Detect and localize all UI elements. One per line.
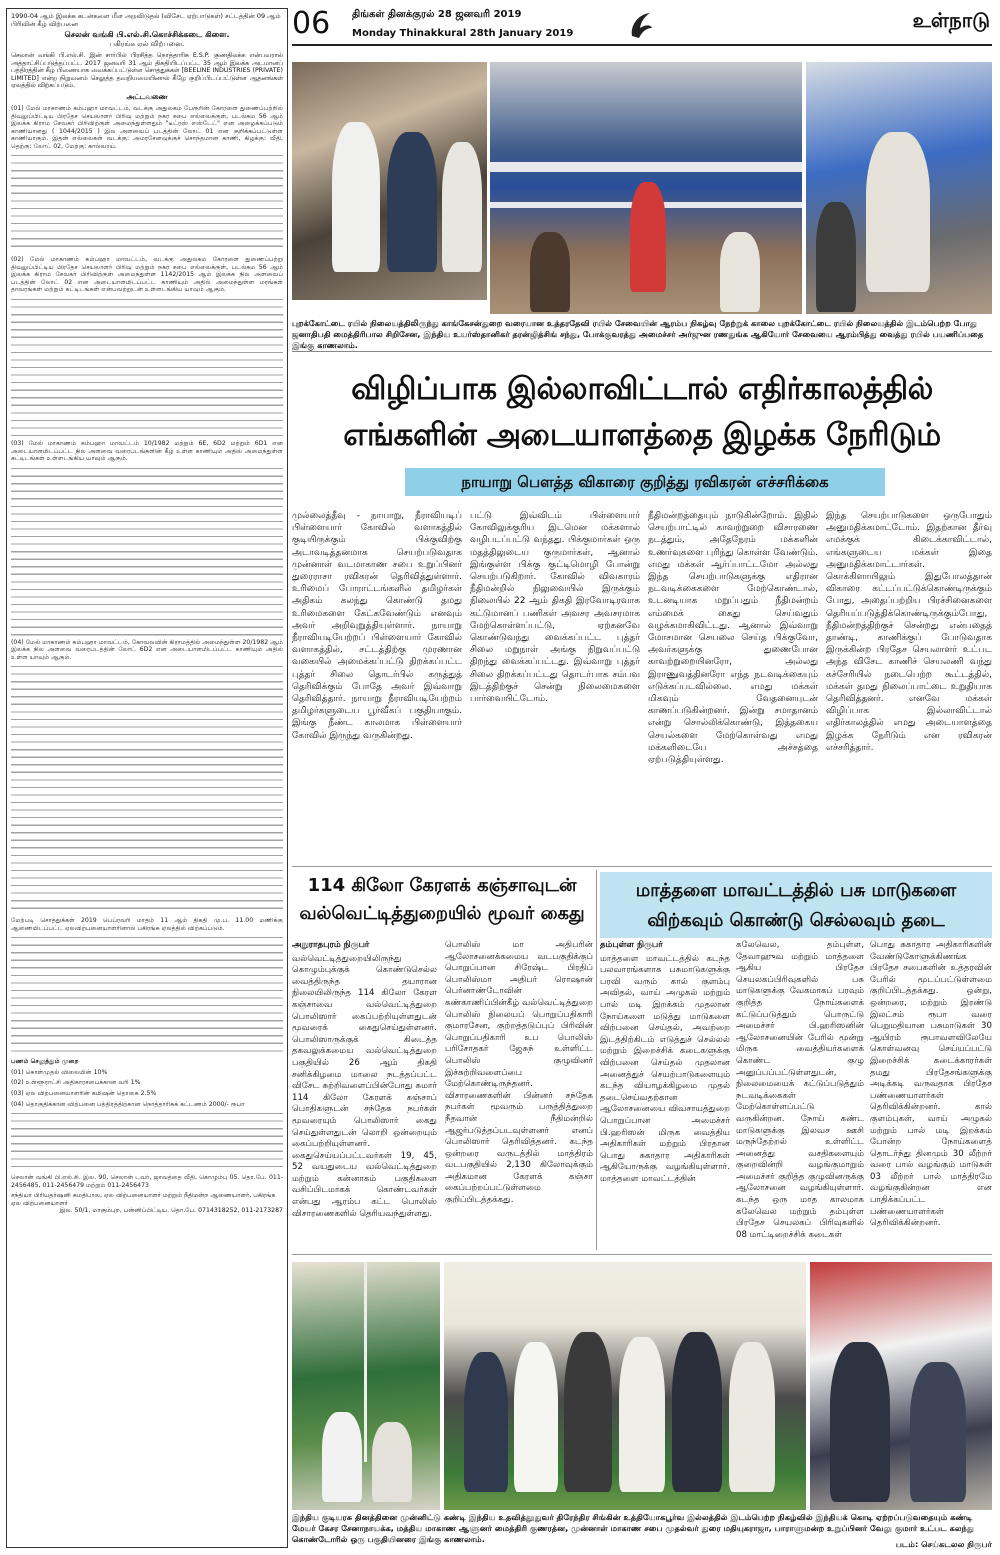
legal-text-block — [11, 664, 283, 914]
story3-column: கலேவெல, தம்புள்ள, தேவாஹுவ மற்றும் மாத்தளை ஆகிய பிரதேச செயலகப்பிரிவுகளில் பசு மாடுகளுக்கு வேகமாகப் பரவும் குறித்த நோய்களைக் கட்டுப்படுத்தும் பொருட்டு அமைச்சர் பி.ஹரிஸனின் ஆலோசனையின் பேரில் மூன்று மிருக வைத்தியர்களைக் கொண்ட குழு அனுப்பப்பட்டுள்ளதுடன், நிலைமையைக் கட்டுப்படுத்தும் நடவடிக்கைகள் மேற்கொள்ளப்பட்டு வருகின்றன. நோய் கண்ட மாடுகளுக்கு இலவச ஊசி மருந்தேற்றல் உள்ளிட்ட அனைத்து வசதிகளையும் குறைவின்றி வழங்குமாறும் அமைச்சர் குறித்த குழுவினருக்கு ஆலோசனை வழங்கியுள்ளார். கடந்த ஒரு மாத காலமாக கலேவெல மற்றும் தம்புள்ள பிரதேச செயலகப் பிரிவுகளில் 08 மாட்டிறைச்சிக் கடைகள் — [736, 940, 864, 1240]
legal-text-block — [11, 466, 283, 636]
legal-paragraph: (04) மேல் மாகாணம் கம்பஹா மாவட்டம், கோவலவின் கிராமத்தில் அமைந்துள்ள 20/1982 ஆம் இலக்க நில அளவை வரைபடத்தின் லோட் 6D2 என அடையாளமிடப்பட்ட காணியும் அதில் உள்ள யாவும் ஆகும். — [11, 638, 283, 661]
photo-train-passengers — [490, 62, 802, 314]
date-english: Monday Thinakkural 28th January 2019 — [352, 28, 574, 39]
legal-text-block — [11, 153, 283, 253]
section-title: உள்நாடு — [912, 8, 990, 32]
photo-train-launch-officials — [292, 62, 487, 300]
newspaper-logo-icon — [624, 8, 658, 42]
legal-footer — [11, 1192, 283, 1215]
story2-column — [292, 940, 437, 1245]
section-divider — [292, 866, 992, 867]
date-tamil: திங்கள் தினக்குரல் 28 ஜனவரி 2019 — [352, 9, 522, 20]
photo-credit: படம்: செய்கடலல நிருபர் — [892, 1539, 992, 1550]
story2-headline: 114 கிலோ கேரளக் கஞ்சாவுடன் வல்வெட்டித்துறையில் மூவர் கைது — [299, 875, 585, 924]
story2-column: பொலிஸ் மா அதிபரின் ஆலோசனைக்கமைய வடபகுதிக்குப் பொறுப்பான சிரேஷ்ட பிரதிப் பொலிஸ்மா அதிபர் ரொஷான் பெர்னாண்டோவின் கண்காணிப்பின்கீழ் வல்வெட்டித்துறை பொலிஸ் நிலையப் பொறுப்பதிகாரி குமாரசேன, குற்றத்தடுப்புப் பிரிவின் பொறுப்பதிகாரி உப பொலிஸ் பரிசோதகர் ஜேசுந் உள்ளிட்ட பொலிஸ் குழுவினர் இச்சுற்றிவளைப்பை மேற்கொண்டிருந்தனர். விசாரணைகளின் பின்னர் சந்தேக நபர்கள் மூவரும் பருத்தித்துறை நீதவான் நீதிமன்றில் ஆஜர்படுத்தப்படவுள்ளனர் எனப் பொலிஸார் தெரிவித்தனர். கடந்த ஒன்றரை வருடத்தில் மாத்திரம் வடபகுதியில் 2,130 கிலோவுக்கும் அதிகமான கேரளக் கஞ்சா கைப்பற்றப்பட்டுள்ளமை குறிப்பிடத்தக்கது. — [445, 940, 593, 1206]
section-divider — [292, 1254, 992, 1255]
bottom-photo-caption — [292, 1512, 992, 1552]
legal-paragraph: (02) மேல் மாகாணம் கம்பஹா மாவட்டம், வடக்கு அதுலகம கோரளை துணைப்பற்று திவுலுப்பிட்டிய பிரதேச செயலாளர் பிரிவு மற்றும் நகர சபை எல்லைக்குள், படல்கம 56 ஆம் இலக்க கிராம சேவகர் பிரிவிற்குள் அமைந்துள்ள 1142/2015 ஆம் இலக்க நில அளவைப் படத்தின் லோட் 02 என அடையாளமிடப்பட்ட காணியும் அதில் அமைந்துள்ள மரங்கள் தாவரங்கள் மற்றும் கட்டிடங்கள் என்பவற்றுடன் உள்ளடங்கிய யாவும் ஆகும். — [11, 256, 283, 294]
payments-title: பணம் செலுத்தும் முறை — [11, 1058, 79, 1066]
legal-auction-note: மேற்படி சொத்துக்கள் 2019 பெப்ரவரி மாதம் 11 ஆம் திகதி மு.ப. 11.00 மணிக்கு ஆணையிடப்பட்ட ஏலவிற்பனையாளரினால் பகிரங்க ஏலத்தில் விற்கப்படும். — [11, 917, 283, 932]
article-column: நீதிமன்றத்தையும் நாடுகின்றோம். இதில் செயற்பாட்டில் காவற்றுறை விசாரணை நடத்தும், அதேநேரம் மக்களின் உணர்வுகளை புரிந்து கொள்ள வேண்டும். எமது மக்கள் ஆர்ப்பாட்டமோ அல்லது இந்த செயற்பாடுகளுக்கு எதிரான நடவடிக்கைகளை மேற்கொண்டால், உடனடியாக மறுப்பதும் நீதிமன்றம் எம்மைக் கைது செய்வதும் வழக்கமாகிவிட்டது. ஆனால் இவ்வாறு மோசமான செயலை செய்த பிக்குவோ, அவர்களுக்கு துணைபோன காவற்றுறையினரோ, அல்லது இராணுவத்தினரோ எந்த நடவடிக்கையும் எடுக்கப்படவில்லை. எமது மக்கள் மிகவும் வேதனையுடன் காணப்படுகின்றனர். இன்று சமாதானம் என்று சொல்லிக்கொண்டு, இத்தகைய செயல்களை மேற்கொள்வது எமது மக்களிடையே அச்சத்தை ஏற்படுத்தியுள்ளது. — [648, 511, 818, 766]
legal-title: செலன் வங்கி பி.எல்.சி.கொச்சிக்கடை கிளை. — [64, 30, 230, 39]
legal-paragraph: (03) மேல் மாகாணம் கம்பஹா மாவட்டம் 10/1982 மற்றும் 6E, 6D2 மற்றும் 6D1 என அடையாளமிடப்பட்ட நில அளவை வரைபடங்களின் கீழ் உள்ள காணியும் அதில் அமைந்துள்ள கட்டிடங்கள் உள்ளடங்கிய யாவும் ஆகும். — [11, 439, 283, 463]
legal-paragraph: (01) மேல் மாகாணம் கம்பஹா மாவட்டம், வடக்கு அதுலகம பேரூரின் கோரளை துணைப்பற்றில் திவுலுப்பிட்டிய பிரதேச செயலாளர் பிரிவு மற்றும் நகர சபை எல்லைக்குள், படல்கம 56 ஆம் இலக்க கிராம சேவகர் பிரிவிற்குள் அமைந்துள்ளதும் "டீட்ரஸ் எஸ்டேட்" என அழைக்கப்படும் காணியானது ( 1044/2015 ) இல அளவைப் படத்தின் லோட் 01 என குறிக்கப்பட்டுள்ள காணியாகும். இதன் எல்லைகள் வடக்கு: அமரசேனவுக்குச் சொந்தமான காணி, கிழக்கு: வீதி, தெற்கு: லோட் 02, மேற்கு: கால்வாய். — [11, 104, 283, 150]
bottom-caption-text: இந்திய குடியரசு தினத்தினை முன்னிட்டு கண்டி இந்திய உதவித்தூதுவர் திரேந்திர சிங்கின் உத்தியோகபூர்வ இல்லத்தில் இடம்பெற்ற நிகழ்வில் இந்தியக் கொடி ஏற்றப்படுவதையும் கண்டி மேயர் கேசர சேனாநாயக்க, மத்திய மாகாண ஆளுனர் மைத்திரி குணரத்ன, முன்னாள் மாகாண சபை முதல்வர் துரை மதியுகராஜா, பாராளுமன்ற உறுப்பினர் வேலு குமார் உட்பட கலந்து கொண்டோரில் ஒரு பகுதியினரை இங்கு காணலாம். — [292, 1512, 974, 1545]
headline-line-2: எங்களின் அடையாளத்தை இழக்க நேரிடும் — [343, 417, 941, 453]
payment-item: (02) உள்ளூராட்சி அதிகாரசபைக்கான வரி 1% — [11, 1079, 141, 1087]
story3-headline: மாத்தளை மாவட்டத்தில் பசு மாடுகளை விற்கவும் கொண்டு செல்லவும் தடை — [600, 872, 992, 938]
legal-body — [11, 105, 283, 1189]
photo-dignitaries-group — [444, 1262, 806, 1510]
article-column: இந்த செயற்பாடுகளை ஒருபோதும் அனுமதிக்கமாட்டோம். இதற்கான தீர்வு எமக்குக் கிடைக்காவிட்டால், எங்களுடைய மக்கள் இதை அனுமதிக்கமாட்டார்கள். கொக்கிளாயிலும் இதுபோலத்தான் விகாரை கட்டப்பட்டுக்கொண்டிருக்கும் போது, அதைப்பற்றிய பிரச்சினைகளை தெரியப்படுத்திக்கொண்டிருக்கும்போது, நீதிமன்றத்திற்குச் சென்றது என்பதைத் தாண்டி, காணிக்குப் போடுவதாக இருக்கின்ற பிரதேச செயலாளர் உட்பட அந்த விசேட காணிச் செயலணி வந்து கச்சேரியில் நடைபெற்ற கூட்டத்தில், மக்கள் தமது நிலைப்பாட்டை உறுதியாக தெரிவித்தனர். எனவே மக்கள் விழிப்பாக இல்லாவிட்டால் எதிர்காலத்தில் எமது அடையாளத்தை இழக்க நேரிடும் என ரவிகரன் எச்சரித்தார். — [826, 511, 992, 753]
story3-column: பொது சுகாதார அதிகாரிகளின் வேண்டுகோளுக்கிணங்க பிரதேச சபைகளின் உத்தரவின் பேரில் மூடப்பட்டுள்ளமை குறிப்பிடத்தக்கது. ஒன்று, ஒன்றரை, மற்றும் இரண்டு இலட்சம் ரூபா வரை பெறுமதியான பசுமாடுகள் 30 ஆயிரம் ரூபாவளவிலேயே கொள்வனவு செய்யப்பட்டு இறைச்சிக் கடைக்காரர்கள் தமது பிரதேசங்களுக்கு அடிக்கடி வருவதாக பிரதேச பண்ணையாளர்கள் தெரிவிக்கின்றனர். கால் குளம்புகள், வாய் அழுகல் மற்றும் பால் மடி இறக்கம் போன்ற நோய்களைத் தொடர்ந்து தினமும் 30 லீற்றர் வரை பால் வழங்கும் மாடுகள் 03 லீற்றர் பால் மாத்திரமே வழங்குகின்றன என பாதிக்கப்பட்ட பண்ணையாளர்கள் தெரிவிக்கின்றனர். — [870, 940, 992, 1229]
auctioneer-name: சந்தியா பிரியதர்ஷனி சுமதிபால, ஏல விற்பனையாளர் மற்றும் நீதிமன்ற ஆணையாளர், பகிரங்க ஏல விற்பனையாளர் — [11, 1192, 276, 1207]
legal-text-block — [11, 1111, 283, 1171]
legal-schedule-label: அட்டவணை — [126, 92, 168, 101]
payment-item: (04) தொகுதிக்கான விற்பனை பத்திரத்திற்கான நொத்தாரிசுக் கட்டணம் 2000/- ரூபா — [11, 1100, 245, 1108]
legal-subtitle: பகிரங்க ஏல் விற்பனை. — [109, 40, 185, 48]
story2-text: வல்வெட்டித்துறையிலிருந்து கொழும்புக்குக் கொண்டுசெல்ல வைத்திருந்த தயாரான நிலையிலிருந்த 114 கிலோ கேரள கஞ்சாவை வல்வெட்டித்துறை பொலிஸார் கைப்பற்றியுள்ளதுடன் மூவரைக் கைதுசெய்துள்ளனர். பொலிஸாருக்குக் கிடைத்த தகவலுக்கமைய வல்வெட்டித்துறை பகுதியில் 26 ஆம் திகதி சனிக்கிழமை மாலை நடத்தப்பட்ட விசேட சுற்றிவளைப்பின்போது சுமார் 114 கிலோ கேரளக் கஞ்சாப் பொதிகளுடன் சந்தேக நபர்கள் மூவரையும் பொலிஸார் கைது செய்துள்ளதுடன் லொறி ஒன்றையும் கைப்பற்றியுள்ளனர். கைதுசெய்யப்பட்டவர்கள் 19, 45, 52 வயதுடைய வல்வெட்டித்துறை மற்றும் கன்னாகம் பகுதிகளை வசிப்பிடமாகக் கொண்டவர்கள் என்பது ஆரம்ப கட்ட பொலிஸ் விசாரணைகளில் தெரியவந்துள்ளது. — [292, 953, 437, 1219]
legal-contact: செலான் வங்கி பி.எல்.சி. இல. 90, செலான் டவர், ஜாவத்தை வீதி, கொழும்பு 05. தொ.பே. 011-2456485, 011-2456479 மற்றும் 011-2456473 — [11, 1174, 283, 1189]
photo-handshake — [810, 1262, 992, 1510]
top-photo-caption: புறக்கோட்டை ரயில் நிலையத்திலிருந்து காங்கேசன்துறை வரையான உத்தரதேவி ரயில் சேவையின் ஆரம்ப நிகழ்வு நேற்றுக் காலை புறக்கோட்டை ரயில் நிலையத்தில் இடம்பெற்ற போது ஜனாதிபதி மைத்திரிபால சிறிசேன, இந்திய உயர்ஸ்தானிகர் தரன்ஜித்சிங் சந்து, போக்குவரத்து அமைச்சர் அர்ஜுன ரணதுங்க ஆகியோர் சேவையை ஆரம்பித்து வைத்து ரயில் பயணிப்பதை இங்கு காணலாம். — [292, 318, 992, 352]
legal-intro: செலான் வங்கி பி.எல்.சி. இன் சார்பில் பிரசித்த நொத்தாரிசு E.S.P. குணதிலக்க என்பவரால் அத்தாட்சிப்படுத்தப்பட்ட 2017 ஜனவரி 31 ஆம் திகதியிடப்பட்ட 35 ஆம் இலக்க அடமானப் பத்திரத்தின் கீழ் பிணையாக வைக்கப்பட்டுள்ள சொத்துக்கள் [BEELINE INDUSTRIES (PRIVATE) LIMITED] என்ற நிறுவனம் செலுத்த தவறியமையினால் கீழே குறிப்பிடப்பட்டுள்ள ஆதனங்கள் ஏலத்தில் விற்கப்படும். — [11, 52, 283, 90]
article-column: முல்லைத்தீவு - நாயாறு, நீராவியடிப் பிள்ளையார் கோவில் வளாகத்தில் குடியிருக்கும் பிக்குவிற்கு அடாவடித்தனமாக செயற்படுவதாக முன்னாள் வடமாகாண சபை உறுப்பினர் துரைராசா ரவிகரன் தெரிவித்துள்ளார். உரிமைப் போராட்டங்களில் தமிழர்கள் அதிகம் கலந்து கொண்டு தமது உரிமைகளை கேட்கவேண்டும் எனவும் அவர் அறிவுறுத்தியுள்ளார். நாயாறு நீராவியடியேற்றப் பிள்ளையார் கோவில் வளாகத்தில், சட்டத்திற்கு முரணான வகையில் அமைக்கப்பட்டு திறக்கப்பட்ட புத்தர் சிலை தொடர்பில் கருத்துத் தெரிவிக்கும் போதே அவர் இவ்வாறு தெரிவித்தார். நாயாறு நீராவியடியேற்றம் தமிழர்களுடைய பூர்வீகப் பகுதியாகும். இங்கு நீண்ட காலமாக பிள்ளையார் கோவில் இருந்து வருகின்றது. — [292, 511, 462, 741]
story3-text: மாத்தளை மாவட்டத்தில் கடந்த பலவாரங்களாக பசுமாடுகளுக்கு பரவி வரும் கால் குளம்பு அவிதல், வாய் அழுகல் மற்றும் பால் மடி இறக்கம் முதலான நோய்களை மடுத்து மாடுகளை விற்பனை செய்தல், அவற்றை இடத்திற்கிடம் எடுத்துச் செல்லல் மற்றும் இறைச்சிக் கடைகளுக்கு விற்பனை செய்தல் முதலான அனைத்துச் செயற்பாடுகளையும் கடந்த வியாழக்கிழமை முதல் தடைசெய்வதற்கான ஆலோசனையை விவசாயத்துறை பொறுப்பான அமைச்சர் பி.ஹரிஸன் மிருக வைத்திய அதிகாரிகள் மற்றும் பிரதான பொது சுகாதார அதிகாரிகள் ஆகியோருக்கு வழங்கியுள்ளார். மாத்தளை மாவட்டத்தின் — [600, 953, 730, 1184]
payment-item: (03) ஏல விற்பனையாளரின் கமிஷன் தொகை 2.5% — [11, 1090, 157, 1097]
photo-flag-hoisting — [292, 1262, 440, 1510]
photo-train-door — [806, 62, 992, 314]
legal-reference: 1990-04 ஆம் இலக்க கடன்களை மீள அறவிடுதல் (விசேட ஏற்பாடுகள்) சட்டத்தின் 09 ஆம் பிரிவின் கீழ் விற்பனை — [11, 12, 281, 28]
story2-byline: அநுராதபுரம் நிருபர் — [292, 940, 370, 950]
headline-line-1: விழிப்பாக இல்லாவிட்டால் எதிர்காலத்தில் — [351, 371, 933, 407]
story3-column — [600, 940, 730, 1245]
story3-byline: தம்புள்ள நிருபர் — [600, 940, 663, 950]
legal-text-block — [11, 935, 283, 1055]
article-column: பட்டு இவ்விடம் பிள்ளையார் கோவிலுக்குரிய இடமென மக்களால் வழிபடப்பட்டு வந்தது. பிக்குமார்கள் ஒரு மதத்திலுடைய குருமார்கள், ஆனால் இங்குள்ள பிக்கு குட்டிமொழி போன்று செயற்படுகிறார். கோவில் விவகாரம் நீதிமன்றில் நிலுவையில் இருக்கும் நிலையில் 22 ஆம் திகதி இரவோடிரவாக கட்டுமானப் பணிகள் அவசர அவசரமாக மேற்கொள்ளப்பட்டு, ஏற்கனவே கொண்டுவந்து வைக்கப்பட்ட புத்தர் சிலை மறுநாள் அங்கு நிறுவப்பட்டு திறந்து வைக்கப்பட்டது. இவ்வாறு புத்தர் சிலை திறக்கப்பட்டது தொடர்பாக சம்பவ இடத்திற்குச் சென்று நிலைமைகளை பார்வையிட்டோம். — [470, 511, 640, 705]
legal-text-block — [11, 297, 283, 437]
legal-auction-notice — [6, 8, 288, 1548]
main-headline — [292, 366, 992, 458]
page-number: 06 — [292, 6, 331, 41]
main-subheadline: நாயாறு பௌத்த விகாரை குறித்து ரவிகரன் எச்சரிக்கை — [405, 468, 885, 496]
column-divider — [596, 870, 597, 1250]
payment-item: (01) கொள்முதல் விலையின் 10% — [11, 1068, 108, 1076]
page-header — [292, 6, 992, 46]
auctioneer-address: இல. 50/1, மாகும்புற, பன்னிப்பிட்டிய. தொ.பே. 0714318252, 011-2173287 — [59, 1207, 283, 1215]
